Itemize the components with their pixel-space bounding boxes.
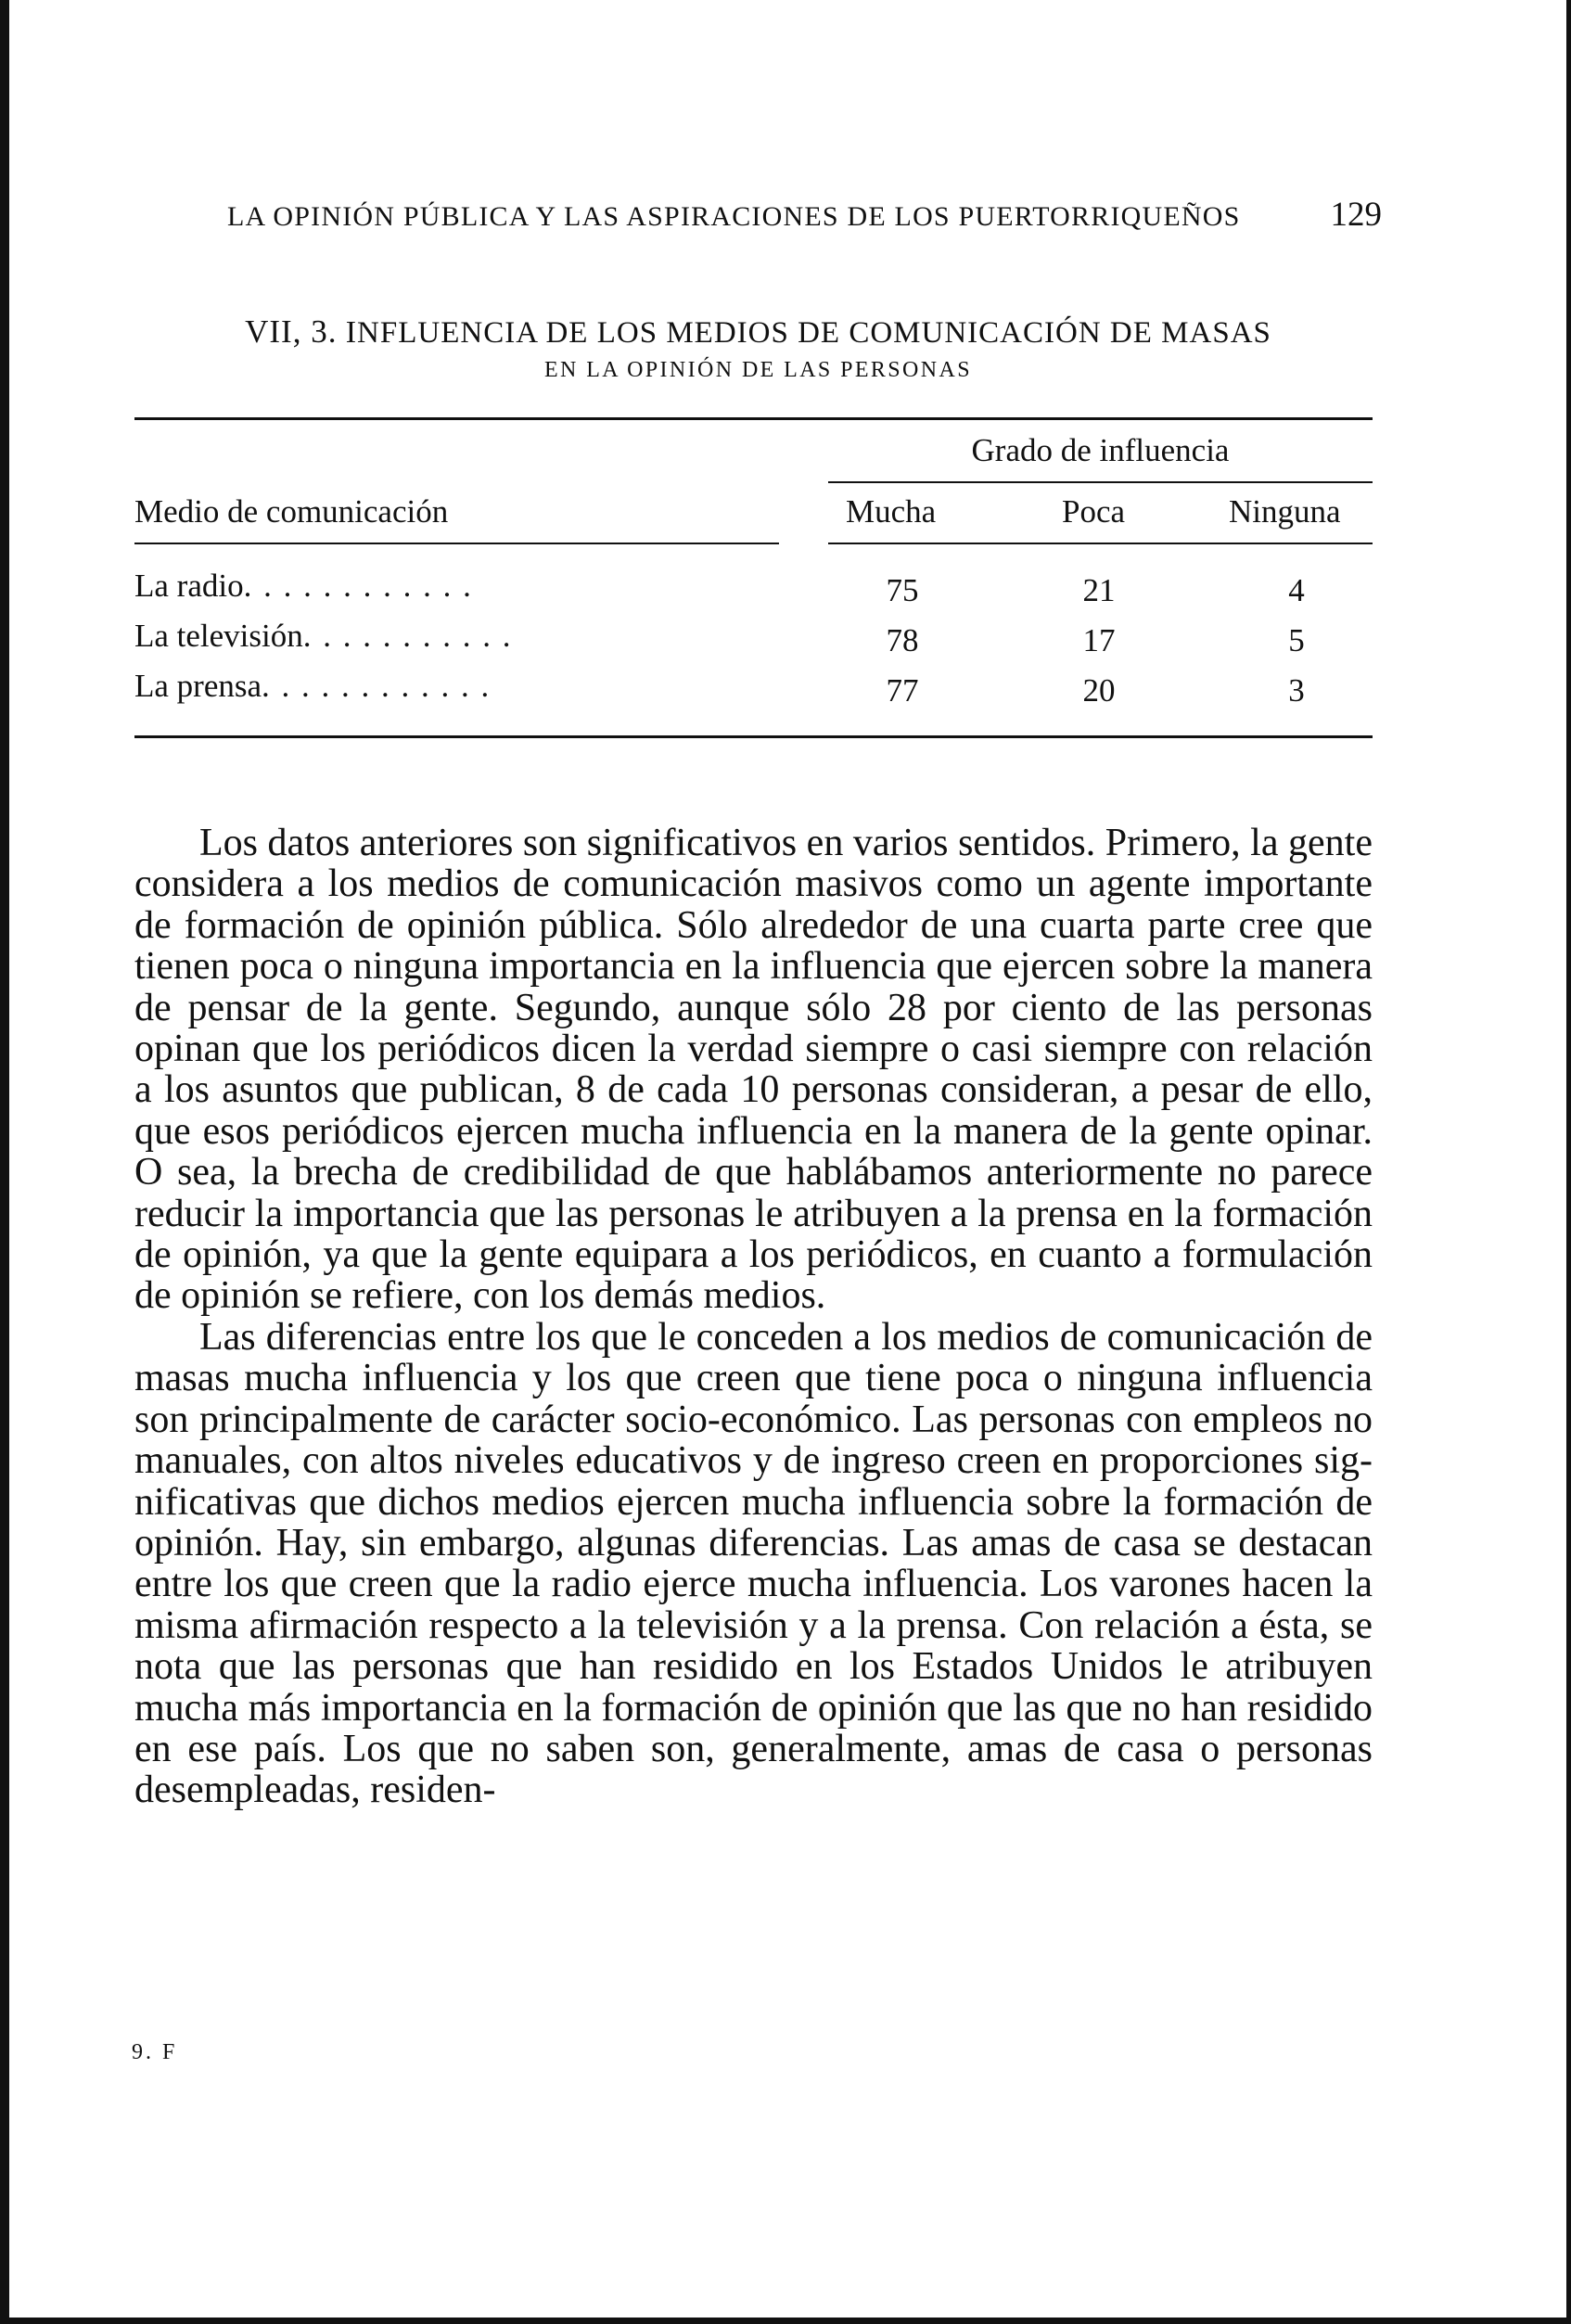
row-label-prensa [134, 668, 491, 705]
table-cell: 20 [1082, 672, 1116, 709]
row-header: Medio de comunicación [134, 493, 449, 530]
leader-dots: . . . . . . . . . . . . [262, 668, 492, 704]
row-label-text: La televisión [134, 618, 303, 654]
table-cell: 75 [886, 572, 919, 608]
column-header-mucha: Mucha [846, 493, 937, 530]
body-text [134, 823, 1373, 1811]
row-label-radio [134, 568, 473, 605]
table-label: VII, 3. [245, 313, 338, 350]
column-header-rule [828, 543, 1373, 544]
column-header-ninguna: Ninguna [1229, 493, 1341, 530]
table-cell: 21 [1082, 572, 1116, 608]
table-cell: 4 [1288, 572, 1305, 608]
row-label-text: La radio [134, 568, 244, 604]
running-header [227, 195, 1382, 235]
leader-dots: . . . . . . . . . . . . [243, 568, 473, 604]
running-title: LA OPINIÓN PÚBLICA Y LAS ASPIRACIONES DE LOS PUERTORRIQUEÑOS [227, 201, 1241, 232]
page-number: 129 [1330, 196, 1382, 234]
signature-mark: 9. F [132, 2040, 178, 2064]
table-cell: 17 [1082, 622, 1116, 658]
row-label-television [134, 618, 513, 655]
table-cell: 77 [886, 672, 919, 709]
paragraph: Las diferencias entre los que le conceden a los medios de comunicación de masas mucha influencia y los que creen que tiene poca o ninguna influencia son principalmente de carácter socio-económico. Las personas con empleos no manuales, con altos niveles educativos y de ingreso creen en proporciones significativas que dichos medios ejercen mucha influencia sobre la formación de opinión. Hay, sin embargo, algunas diferencias. Las amas de casa se destacan entre los que creen que la radio ejerce mucha influencia. Los varones hacen la misma afirmación respecto a la televisión y a la prensa. Con relación a ésta, se nota que las personas que han residido en los Estados Unidos le atribuyen mucha más importancia en la formación de opinión que las que no han residido en ese país. Los que no saben son, generalmente, amas de casa o personas desempleadas, residen- [134, 1315, 1373, 1812]
row-header-rule [134, 543, 779, 544]
table-caption [236, 313, 1280, 389]
table-title-line1: INFLUENCIA DE LOS MEDIOS DE COMUNICACIÓN DE MASAS [345, 315, 1271, 350]
column-header-poca: Poca [1062, 493, 1126, 530]
group-header-rule [828, 481, 1373, 483]
paragraph: Los datos anteriores son significativos en varios sentidos. Primero, la gente considera a los medios de comunicación masivos como un agente importante de formación de opinión pública. Sólo alrededor de una cuarta parte cree que tienen poca o ninguna importancia en la influencia que ejercen sobre la manera de pensar de la gente. Segundo, aunque sólo 28 por ciento de las personas opinan que los periódicos dicen la verdad siempre o casi siempre con relación a los asuntos que publican, 8 de cada 10 personas consideran, a pesar de ello, que esos periódicos ejercen mucha influencia en la manera de la gente opinar. O sea, la brecha de credibilidad de que hablábamos anteriormente no parece reducir la importancia que las personas le atribuyen a la prensa en la formación de opinión, ya que la gente equipara a los periódicos, en cuanto a formulación de opinión se refiere, con los demás medios. [134, 822, 1373, 1318]
table-title-line2: EN LA OPINIÓN DE LAS PERSONAS [543, 358, 973, 382]
row-label-text: La prensa [134, 668, 262, 704]
table-cell: 78 [886, 622, 919, 658]
table-cell: 3 [1288, 672, 1305, 709]
leader-dots: . . . . . . . . . . . [302, 618, 513, 654]
table-bottom-rule [134, 735, 1373, 738]
group-header: Grado de influencia [971, 432, 1230, 468]
table-cell: 5 [1288, 622, 1305, 658]
table-top-rule [134, 417, 1373, 420]
